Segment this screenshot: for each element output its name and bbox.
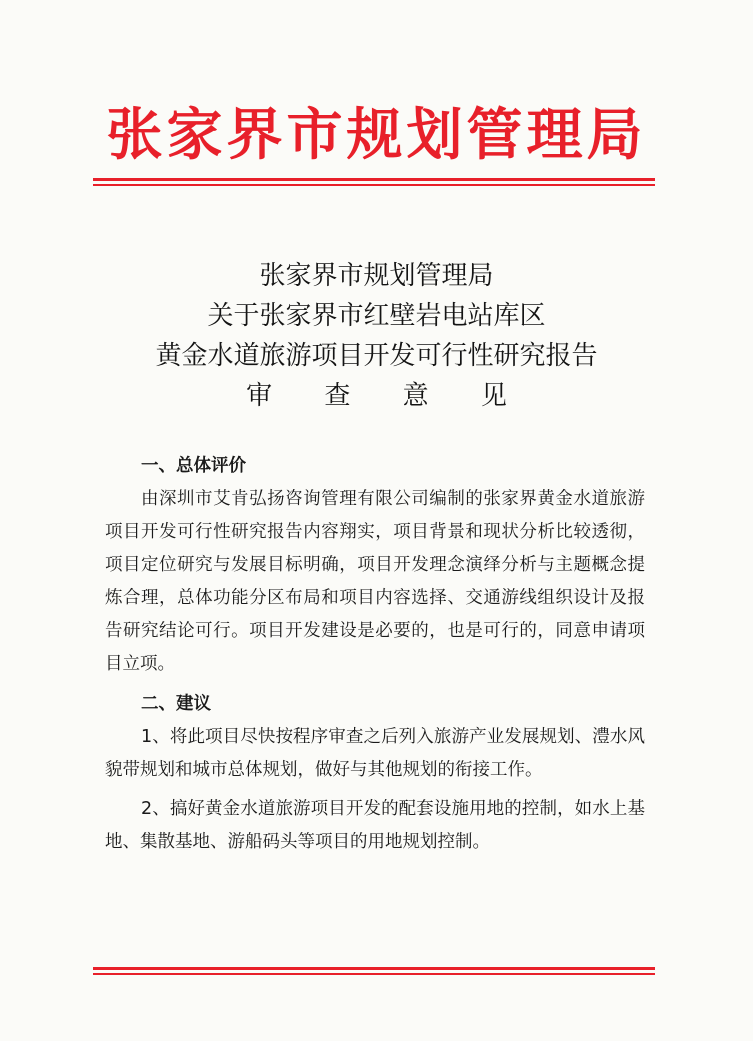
header-rule-thin: [93, 184, 655, 186]
section-paragraph-overall: 由深圳市艾肯弘扬咨询管理有限公司编制的张家界黄金水道旅游项目开发可行性研究报告内容翔实，项目背景和现状分析比较透彻，项目定位研究与发展目标明确，项目开发理念演绎分析与主题概念提炼合理，总体功能分区布局和项目内容选择、交通游线组织设计及报告研究结论可行。项目开发建设是必要的，也是可行的，同意申请项目立项。: [105, 489, 645, 674]
footer-rule-thick: [93, 967, 655, 970]
suggestion-item-1: 1、将此项目尽快按程序审查之后列入旅游产业发展规划、澧水风貌带规划和城市总体规划，做好与其他规划的衔接工作。: [105, 727, 645, 780]
title-line-3: 黄金水道旅游项目开发可行性研究报告: [155, 341, 598, 371]
document-title: [0, 256, 753, 416]
title-line-4: 审 查 意 见: [246, 381, 529, 411]
title-line-2: 关于张家界市红壁岩电站库区: [207, 301, 546, 331]
title-line-1: 张家界市规划管理局: [259, 261, 494, 291]
header-rule-thick: [93, 178, 655, 181]
suggestion-item-2: 2、搞好黄金水道旅游项目开发的配套设施用地的控制，如水上基地、集散基地、游船码头等项目的用地规划控制。: [105, 799, 645, 852]
footer-rule-thin: [93, 973, 655, 975]
document-body: [105, 449, 645, 859]
agency-header-title: 张家界市规划管理局: [106, 102, 647, 168]
section-heading-suggestions: 二、建议: [141, 694, 211, 714]
section-heading-overall: 一、总体评价: [141, 456, 246, 476]
